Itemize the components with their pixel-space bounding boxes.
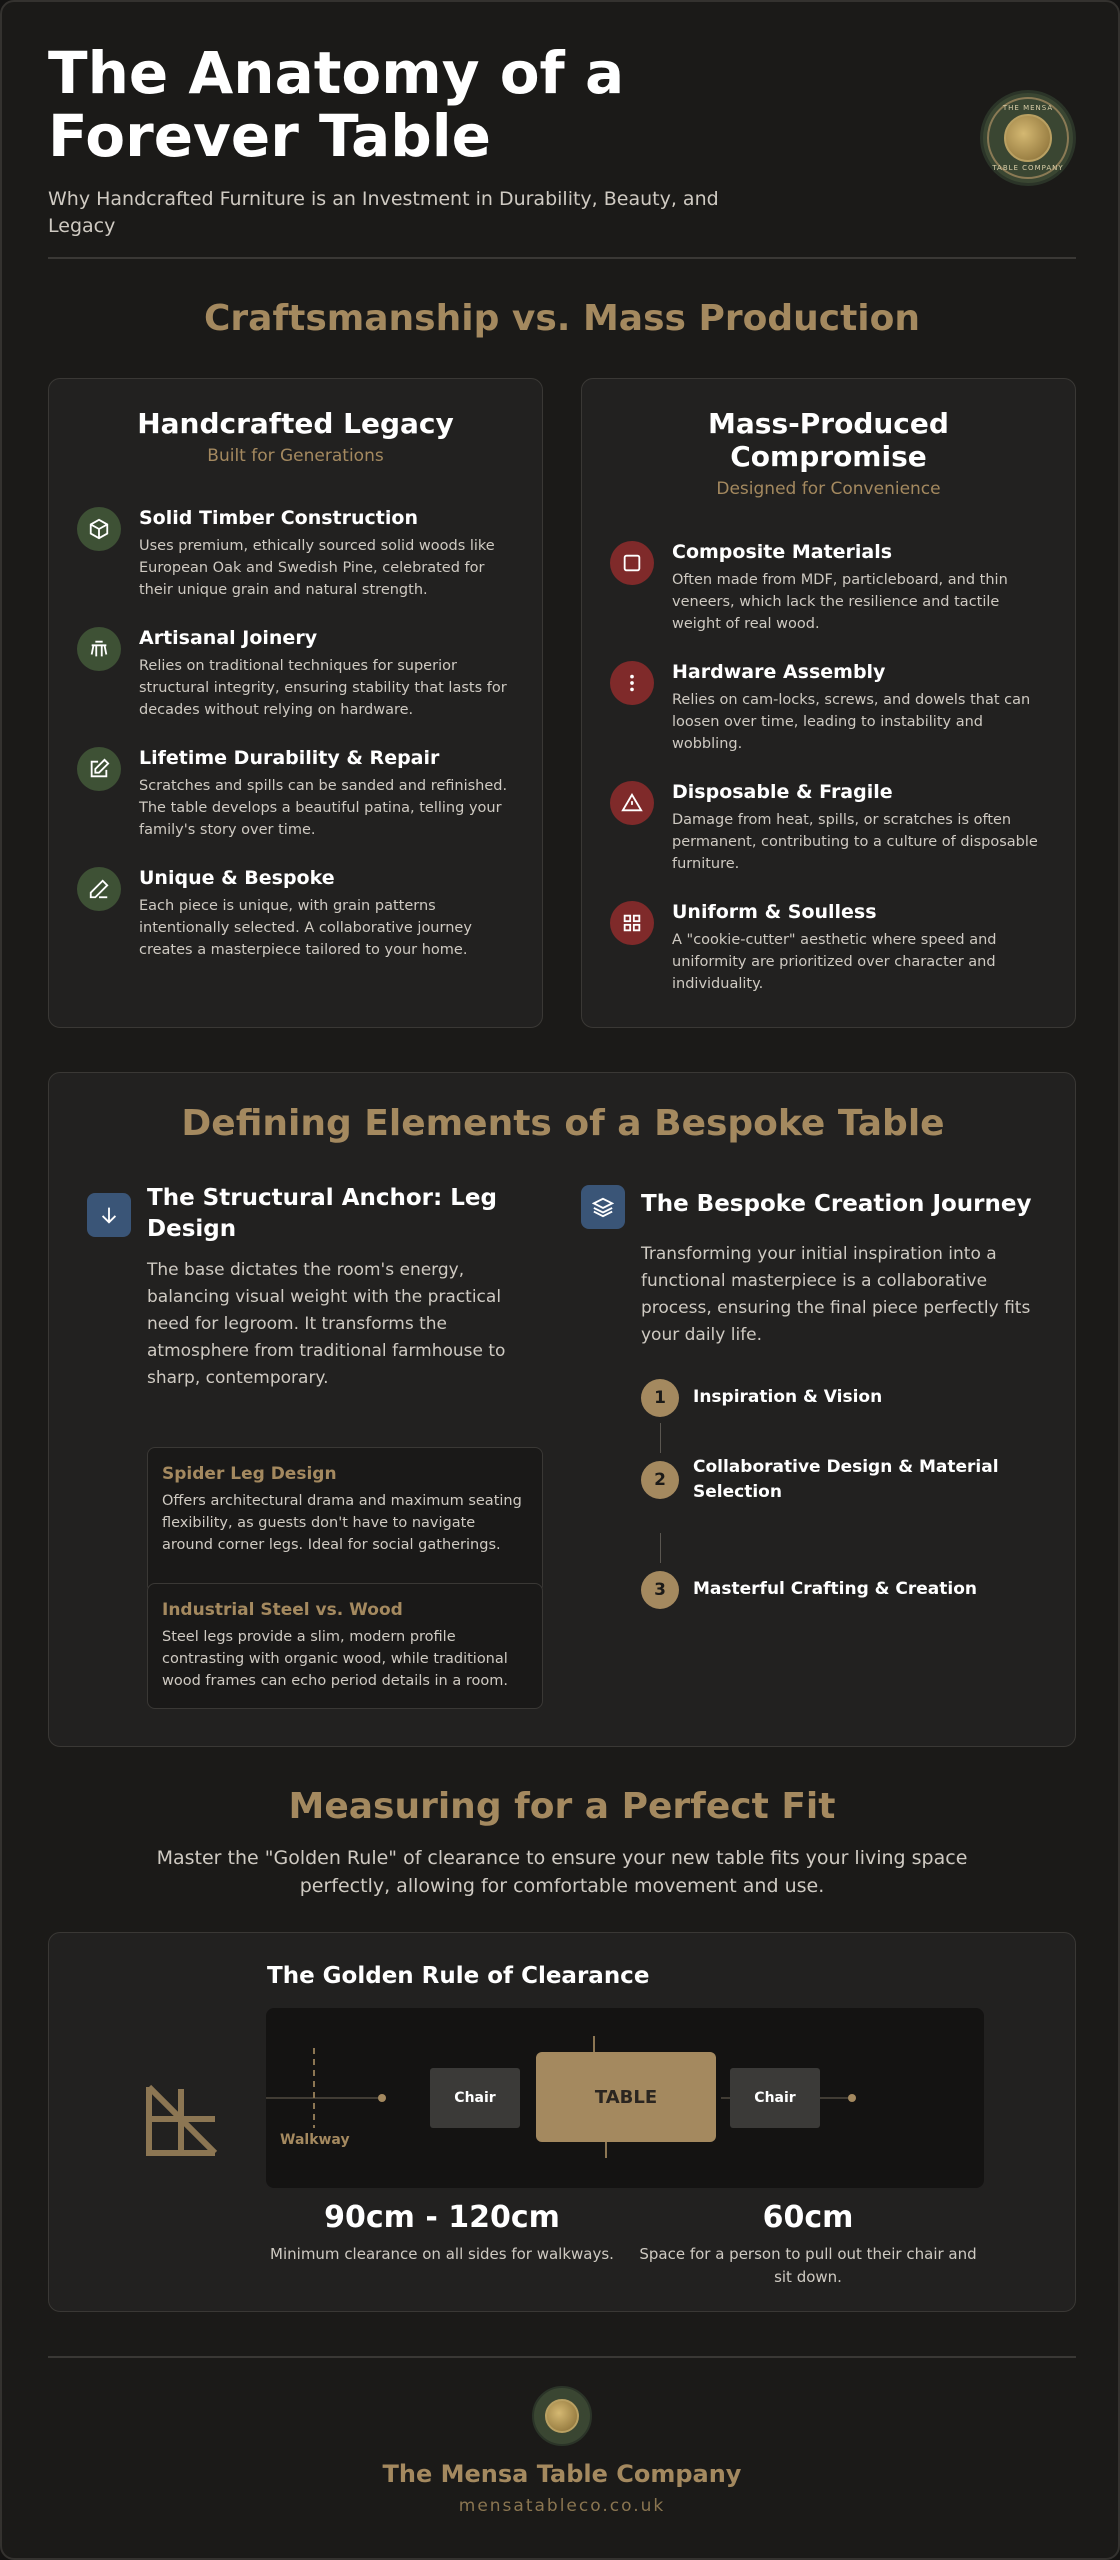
leg-option-desc: Steel legs provide a slim, modern profile contrasting with organic wood, while traditional wood frames can echo period details in a room.	[162, 1629, 508, 1689]
cube-icon	[77, 507, 121, 551]
footer-company-name: The Mensa Table Company	[382, 2460, 742, 2488]
step-number: 1	[641, 1379, 679, 1417]
logo-text-bottom: TABLE COMPANY	[992, 164, 1064, 172]
grid-icon	[610, 901, 654, 945]
chair-clearance-dot	[848, 2094, 856, 2102]
step-connector	[660, 1533, 661, 1563]
footer-website-link[interactable]: mensatableco.co.uk	[458, 2496, 666, 2516]
feature-title: Uniform & Soulless	[672, 901, 877, 923]
walkway-label: Walkway	[280, 2132, 350, 2148]
footer-divider	[48, 2356, 1076, 2358]
ruler-triangle-icon	[145, 2083, 219, 2161]
feature-title: Lifetime Durability & Repair	[139, 747, 440, 769]
leg-option-desc: Offers architectural drama and maximum seating flexibility, as guests don't have to navigate around corner legs. Ideal for social gatherings.	[162, 1493, 522, 1553]
feature-desc: Relies on traditional techniques for superior structural integrity, ensuring stability that lasts for decades without relying on hardware.	[139, 658, 507, 718]
measure-label: Space for a person to pull out their chair and sit down.	[639, 2245, 977, 2286]
measure-value: 90cm - 120cm	[324, 2200, 560, 2235]
feature-desc: A "cookie-cutter" aesthetic where speed and uniformity are prioritized over character and individuality.	[672, 932, 997, 992]
feature-desc: Scratches and spills can be sanded and refinished. The table develops a beautiful patina, telling your family's story over time.	[139, 778, 508, 838]
page-title: The Anatomy of a Forever Table	[48, 39, 625, 170]
handcrafted-title: Handcrafted Legacy	[137, 407, 454, 440]
measuring-desc: Master the "Golden Rule" of clearance to ensure your new table fits your living space perfectly, allowing for comfortable movement and use.	[156, 1847, 968, 1897]
leg-option-card	[147, 1447, 543, 1593]
journey-desc: Transforming your initial inspiration into a functional masterpiece is a collaborative process, ensuring the final piece perfectly fits your daily life.	[641, 1244, 1031, 1345]
feature-title: Artisanal Joinery	[139, 627, 318, 649]
walkway-dot	[378, 2094, 386, 2102]
layers-icon	[581, 1185, 625, 1229]
step-label: Collaborative Design & Material Selection	[693, 1457, 999, 1502]
chair-right: Chair	[730, 2068, 820, 2128]
footer-logo	[532, 2386, 592, 2446]
joinery-icon	[77, 627, 121, 671]
measure-label: Minimum clearance on all sides for walkways.	[270, 2245, 614, 2263]
leg-option-title: Industrial Steel vs. Wood	[162, 1600, 403, 1620]
feature-title: Unique & Bespoke	[139, 867, 335, 889]
comparison-section-title: Craftsmanship vs. Mass Production	[203, 298, 921, 339]
clearance-diagram	[266, 2008, 984, 2188]
header	[48, 39, 1076, 240]
bespoke-card	[48, 1072, 1076, 1747]
logo-text-top: THE MENSA	[1002, 104, 1054, 112]
step-label: Masterful Crafting & Creation	[693, 1579, 978, 1599]
measure-value: 60cm	[762, 2200, 854, 2235]
header-divider	[48, 257, 1076, 259]
feature-desc: Often made from MDF, particleboard, and thin veneers, which lack the resilience and tactile weight of real wood.	[672, 572, 1008, 632]
logo-ring	[987, 97, 1069, 179]
mass-produced-card	[581, 378, 1076, 1028]
step-number: 3	[641, 1571, 679, 1609]
company-logo	[980, 90, 1076, 186]
leg-design-desc: The base dictates the room's energy, balancing visual weight with the practical need for legroom. It transforms the atmosphere from traditional farmhouse to sharp, contemporary.	[147, 1260, 506, 1388]
feature-desc: Each piece is unique, with grain patterns intentionally selected. A collaborative journey creates a masterpiece tailored to your home.	[139, 898, 472, 958]
warning-icon	[610, 781, 654, 825]
walkway-measure	[266, 2200, 618, 2266]
leg-design-title: The Structural Anchor: Leg Design	[147, 1185, 497, 1242]
chair-measure	[632, 2200, 984, 2289]
handcrafted-card	[48, 378, 543, 1028]
leg-option-title: Spider Leg Design	[162, 1464, 337, 1484]
handcrafted-subtitle: Built for Generations	[207, 446, 384, 466]
edit-icon	[77, 747, 121, 791]
mass-produced-subtitle: Designed for Convenience	[716, 479, 941, 499]
measuring-section-title: Measuring for a Perfect Fit	[288, 1786, 836, 1827]
arrow-down-icon	[87, 1193, 131, 1237]
pen-icon	[77, 867, 121, 911]
leg-option-card	[147, 1583, 543, 1709]
clearance-title: The Golden Rule of Clearance	[267, 1963, 650, 1989]
table-shape: TABLE	[536, 2052, 716, 2142]
dots-icon	[610, 661, 654, 705]
journey-title: The Bespoke Creation Journey	[641, 1191, 1032, 1217]
bespoke-section-title: Defining Elements of a Bespoke Table	[181, 1103, 945, 1144]
step-label: Inspiration & Vision	[693, 1387, 883, 1407]
footer-logo-coin-icon	[545, 2399, 579, 2433]
feature-title: Hardware Assembly	[672, 661, 886, 683]
feature-title: Composite Materials	[672, 541, 893, 563]
composite-icon	[610, 541, 654, 585]
feature-desc: Uses premium, ethically sourced solid woods like European Oak and Swedish Pine, celebrated for their unique grain and natural strength.	[139, 538, 495, 598]
page-subtitle: Why Handcrafted Furniture is an Investment in Durability, Beauty, and Legacy	[48, 188, 719, 237]
chair-left: Chair	[430, 2068, 520, 2128]
step-connector	[660, 1423, 661, 1453]
feature-title: Disposable & Fragile	[672, 781, 893, 803]
logo-coin-icon	[1004, 114, 1052, 162]
feature-title: Solid Timber Construction	[139, 507, 418, 529]
mass-produced-title: Mass-Produced Compromise	[708, 407, 949, 473]
step-number: 2	[641, 1461, 679, 1499]
feature-desc: Damage from heat, spills, or scratches is often permanent, contributing to a culture of disposable furniture.	[672, 812, 1038, 872]
feature-desc: Relies on cam-locks, screws, and dowels that can loosen over time, leading to instability and wobbling.	[672, 692, 1031, 752]
